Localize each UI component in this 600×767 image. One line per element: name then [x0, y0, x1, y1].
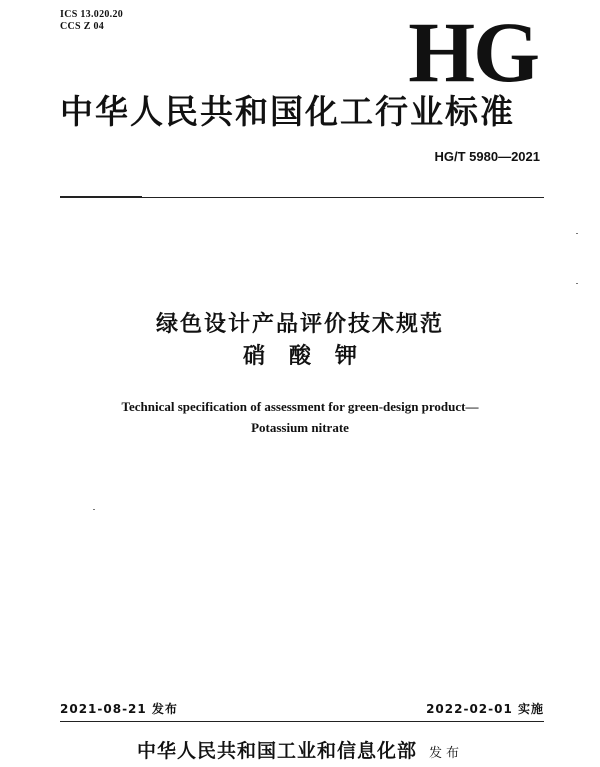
- issuer-line: [0, 738, 600, 767]
- classification-codes: [60, 9, 123, 33]
- document-title-english: Technical specification of assessment for green-design product—: [121, 399, 479, 414]
- issue-action: 发布: [429, 746, 464, 761]
- scan-speck: [576, 233, 578, 234]
- document-subtitle-english: Potassium nitrate: [251, 420, 349, 435]
- bottom-divider: [60, 721, 544, 722]
- top-divider-accent: [60, 196, 142, 198]
- ccs-code: CCS Z 04: [60, 21, 105, 32]
- hg-logo: HG: [408, 4, 538, 100]
- issuing-authority: 中华人民共和国工业和信息化部: [136, 740, 417, 762]
- document-subtitle-chinese: 硝酸钾: [242, 344, 381, 369]
- scan-speck: [576, 283, 578, 284]
- document-title-chinese: 绿色设计产品评价技术规范: [155, 312, 444, 337]
- implementation-date: 2022-02-01 实施: [426, 702, 544, 716]
- standard-category-title: 中华人民共和国化工行业标准: [60, 92, 515, 131]
- scan-speck: [93, 509, 95, 510]
- issue-date: 2021-08-21 发布: [60, 702, 178, 716]
- ics-code: ICS 13.020.20: [60, 9, 124, 20]
- standard-number: HG/T 5980—2021: [434, 149, 540, 164]
